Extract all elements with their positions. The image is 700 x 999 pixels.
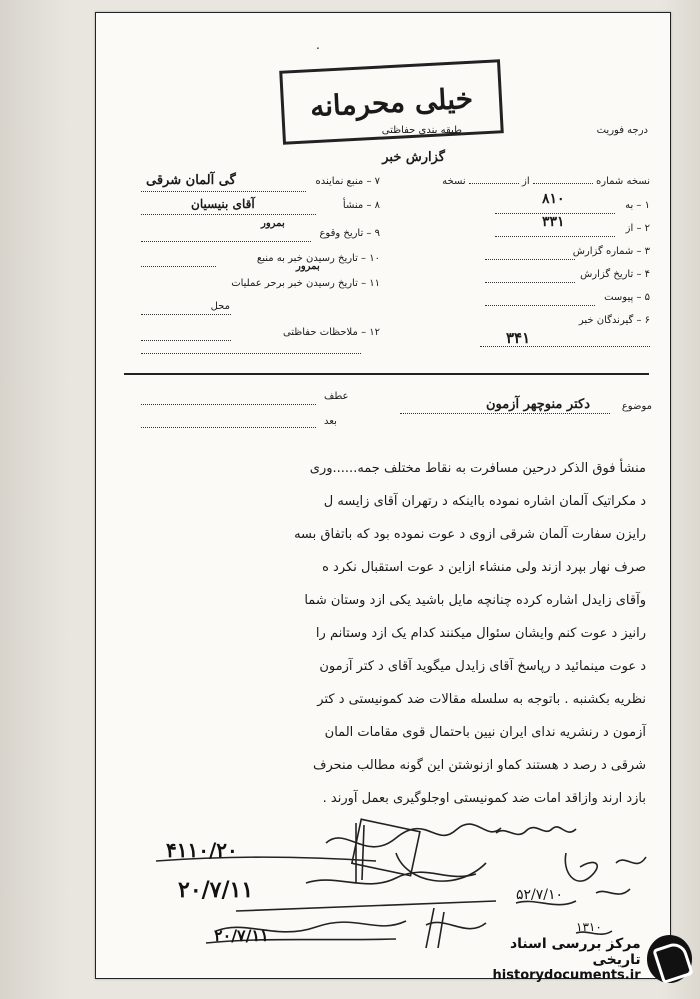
field-arrival-date: ۱۰ – تاریخ رسیدن خبر به منبع (256, 253, 380, 264)
document-page (95, 12, 671, 979)
body-line: آزمون د رنشریه ندای ایران نیین باحتمال قوی مقامات المان (324, 725, 646, 740)
annotation-ref-4: ۱۳۱۰ (576, 920, 602, 934)
annotation-ref-3: ۵۲/۷/۱۰ (516, 887, 564, 903)
after-label: بعد (324, 416, 337, 427)
copy-number-label: نسخه شماره (596, 176, 650, 187)
report-title: گزارش خبر (382, 150, 445, 165)
field-report-number: ۳ – شماره گزارش (572, 246, 650, 257)
subject-label: موضوع (621, 401, 652, 412)
archive-logo-icon (647, 935, 692, 983)
top-mark: . (316, 38, 320, 52)
field-from: ۲ – از (625, 223, 650, 234)
body-line: رایزن سفارت آلمان شرقی ازوی د عوت نموده بود که باتفاق بسه (294, 527, 646, 542)
watermark-org: مرکز بررسی اسناد تاریخی (509, 935, 641, 968)
body-line: منشأ فوق الذکر درحین مسافرت به نقاط مختلف جمه......وری (309, 461, 646, 476)
watermark-logo (467, 929, 692, 989)
field-source: ۷ – منبع نماینده (315, 176, 380, 187)
field-report-date: ۴ – تاریخ گزارش (580, 269, 650, 280)
subject-value: دکتر منوچهر آزمون (485, 397, 590, 412)
field-security-notes: ۱۲ – ملاحظات حفاظتی (282, 327, 380, 338)
field-recipients: ۶ – گیرندگان خبر (578, 315, 650, 326)
copy-from-label: از (522, 176, 530, 187)
annotation-ref-1: ۴۱۱۰/۲۰ (166, 838, 238, 862)
field-location: محل (210, 301, 230, 312)
field-origin: ۸ – منشأ (342, 200, 380, 211)
watermark-url: historydocuments.ir (492, 967, 641, 983)
body-line: صرف نهار بپرد ازند ولی منشاء ازاین د عوت استقبال نکرد ه (322, 560, 646, 575)
body-line: بازد ارند وازاقد امات ضد کمونیستی اوجلوگیری بعمل آورند . (322, 791, 646, 806)
field-source-value: گی آلمان شرقی (146, 173, 236, 188)
priority-label: درجه فوریت (596, 125, 648, 136)
header-separator (124, 373, 649, 375)
body-line: د عوت مینمائید د رپاسخ آقای زایدل میگوید آقای د کتر آزمون (319, 659, 646, 674)
field-occurrence-date: ۹ – تاریخ وقوع (319, 228, 380, 239)
field-to-value: ۸۱۰ (542, 191, 565, 207)
copy-number-row (442, 176, 650, 187)
field-arrival-value: بمرور (296, 261, 320, 272)
body-line: د مکراتیک آلمان اشاره نموده بااینکه د رتهران آقای زایسه ل (323, 494, 646, 509)
classification-label: طبقه بندی حفاظتی (381, 125, 462, 136)
field-from-value: ۳۳۱ (542, 214, 565, 230)
field-recipients-value: ۳۴۱ (506, 329, 531, 347)
field-occurrence-value: بمرور (261, 218, 285, 229)
annotation-ref-2: ۲۰/۷/۱۱ (178, 877, 254, 903)
field-to: ۱ – به (625, 200, 650, 211)
stamp-label: خیلی محرمانه (309, 81, 474, 123)
body-line: رانیز د عوت کنم وایشان سئوال میکنند کدام یک ازد وستانم را (315, 626, 646, 641)
copy-count-label: نسخه (442, 176, 466, 187)
annotation-ref-5: ۲۰/۷/۱۱ (214, 926, 269, 945)
body-line: نظریه بکشنبه . باتوجه به سلسله مقالات ضد کمونیستی د کتر (317, 692, 646, 707)
ref-label: عطف (324, 391, 349, 402)
body-line: وآقای زایدل اشاره کرده چنانچه مایل باشید یکی ازد وستان شما (304, 593, 646, 608)
body-line: شرقی د رصد د هستند کماو ازنوشتن این گونه مطالب منحرف (312, 758, 646, 773)
field-attachment: ۵ – پیوست (604, 292, 650, 303)
field-ops-date: ۱۱ – تاریخ رسیدن خبر برحر عملیات (231, 278, 380, 289)
field-origin-value: آقای بنیسیان (191, 197, 255, 211)
left-page-edge (0, 0, 70, 999)
